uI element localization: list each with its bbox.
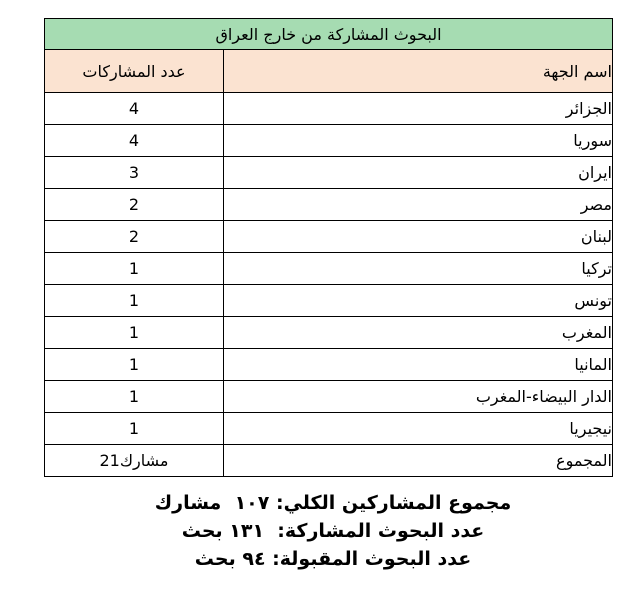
entity-cell: المغرب: [224, 317, 613, 349]
table-row: [45, 317, 613, 349]
table-row: [45, 349, 613, 381]
entity-cell: تركيا: [224, 253, 613, 285]
table-row-total: [45, 445, 613, 477]
count-cell: 1: [45, 317, 224, 349]
table-row: [45, 253, 613, 285]
count-cell: 2: [45, 189, 224, 221]
count-cell: 1: [45, 285, 224, 317]
summary-participating-research: عدد البحوث المشاركة: ١٣١ بحث: [181, 520, 485, 542]
table-row: [45, 285, 613, 317]
entity-cell-total: المجموع: [224, 445, 613, 477]
table-row: [45, 381, 613, 413]
column-header-count: عدد المشاركات: [45, 50, 224, 93]
entity-cell: ايران: [224, 157, 613, 189]
entity-cell: نيجيريا: [224, 413, 613, 445]
table-title-row: [45, 19, 613, 50]
summary-block: [40, 489, 626, 573]
table-row: [45, 93, 613, 125]
column-header-entity: اسم الجهة: [224, 50, 613, 93]
table-row: [45, 157, 613, 189]
entity-cell: تونس: [224, 285, 613, 317]
count-cell: 2: [45, 221, 224, 253]
summary-total-participants: مجموع المشاركين الكلي: ١٠٧ مشارك: [154, 492, 512, 514]
table-header-row: [45, 50, 613, 93]
entity-cell: الدار البيضاء-المغرب: [224, 381, 613, 413]
count-cell: 4: [45, 125, 224, 157]
participation-table: [44, 18, 613, 477]
count-cell: 1: [45, 413, 224, 445]
summary-accepted-research: عدد البحوث المقبولة: ٩٤ بحث: [194, 548, 472, 570]
entity-cell: لبنان: [224, 221, 613, 253]
entity-cell: مصر: [224, 189, 613, 221]
table-row: [45, 413, 613, 445]
entity-cell: سوريا: [224, 125, 613, 157]
count-cell: 4: [45, 93, 224, 125]
entity-cell: المانيا: [224, 349, 613, 381]
table-title: البحوث المشاركة من خارج العراق: [45, 19, 613, 50]
count-cell: 1: [45, 381, 224, 413]
count-cell-total: مشارك21: [45, 445, 224, 477]
table-row: [45, 221, 613, 253]
count-cell: 1: [45, 253, 224, 285]
entity-cell: الجزائر: [224, 93, 613, 125]
table-row: [45, 189, 613, 221]
table-row: [45, 125, 613, 157]
count-cell: 3: [45, 157, 224, 189]
count-cell: 1: [45, 349, 224, 381]
